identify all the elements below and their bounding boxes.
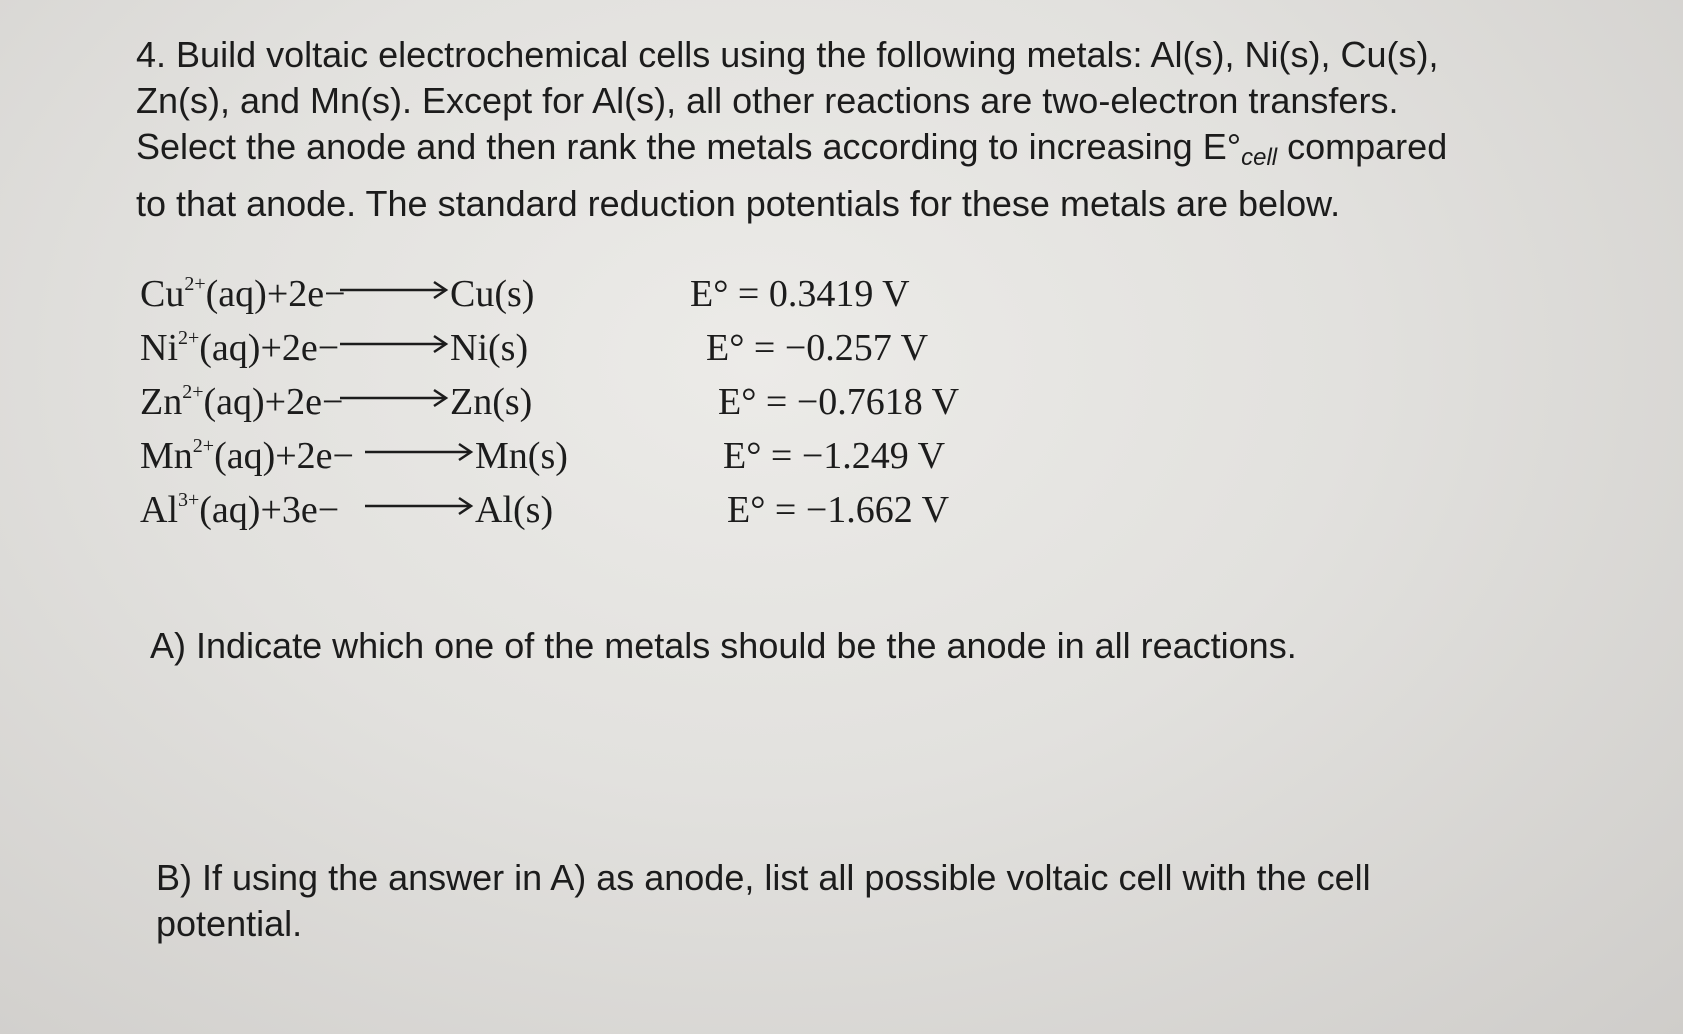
reaction-arrow-icon (340, 340, 450, 360)
question-line-4: to that anode. The standard reduction potentials for these metals are below. (136, 183, 1341, 224)
reactant: $Ni^{2+}(aq)+2e-$ (140, 327, 340, 369)
question-line-3: Select the anode and then rank the metals according to increasing $E^\circ_{cell}$ compared (136, 126, 1448, 171)
reaction-row-zn (140, 380, 959, 434)
product: Mn(s) (475, 435, 568, 477)
reaction-arrow-icon (340, 394, 450, 414)
reactant: $Mn^{2+}(aq)+2e-$ (140, 435, 354, 477)
standard-potential: E° = −1.662 V (727, 489, 950, 531)
ecell-subscript: cell (1241, 144, 1278, 171)
standard-potential: E° = 0.3419 V (690, 273, 910, 315)
part-b-question: B) If using the answer in A) as anode, list all possible voltaic cell with the cell potential. (156, 857, 1371, 944)
ecell-symbol: E° (1202, 126, 1242, 167)
reaction-row-cu (140, 272, 959, 326)
reaction-row-al (140, 488, 959, 542)
question-number: 4. (136, 34, 167, 75)
reactant: $Al^{3+}(aq)+3e-$ (140, 489, 340, 531)
product: Ni(s) (450, 327, 529, 369)
product: Zn(s) (450, 381, 533, 423)
reactant: $Cu^{2+}(aq)+2e-$ (140, 273, 346, 315)
reaction-arrow-icon (365, 448, 475, 468)
reaction-arrow-icon (340, 286, 450, 306)
question-line-2: Zn(s), and Mn(s). Except for Al(s), all other reactions are two-electron transfers. (136, 80, 1399, 121)
question-line-1: Build voltaic electrochemical cells using the following metals: Al(s), Ni(s), Cu(s), (176, 34, 1439, 75)
reaction-row-ni (140, 326, 959, 380)
reactant: $Zn^{2+}(aq)+2e-$ (140, 381, 344, 423)
reaction-arrow-icon (365, 502, 475, 522)
standard-potential: E° = −0.7618 V (718, 381, 960, 423)
part-a-question: A) Indicate which one of the metals should be the anode in all reactions. (150, 625, 1297, 666)
standard-potential: E° = −0.257 V (706, 327, 929, 369)
reduction-potentials-table (140, 272, 959, 542)
product: Cu(s) (450, 273, 535, 315)
standard-potential: E° = −1.249 V (723, 435, 946, 477)
question-text (136, 32, 1536, 227)
product: Al(s) (475, 489, 554, 531)
reaction-row-mn (140, 434, 959, 488)
